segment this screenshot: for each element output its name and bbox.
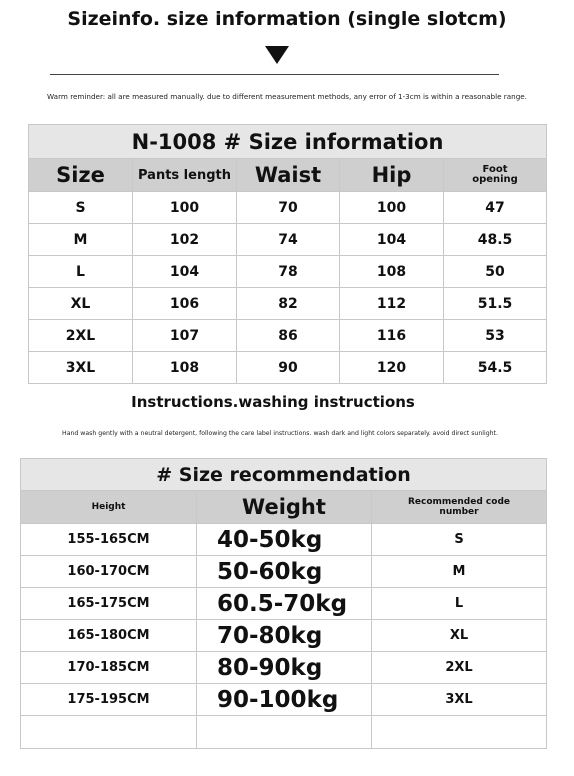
table-cell: S: [29, 192, 133, 224]
table-cell: 48.5: [444, 224, 547, 256]
table-cell: 108: [340, 256, 444, 288]
table-cell: 53: [444, 320, 547, 352]
down-arrow-icon: [265, 46, 289, 64]
table-cell: 50: [444, 256, 547, 288]
table-cell: 120: [340, 352, 444, 384]
warm-reminder: Warm reminder: all are measured manually. due to different measurement methods, any error of 1-3cm is within a reasonable range.: [47, 92, 527, 101]
table-cell: 170-185CM: [21, 652, 197, 684]
table-cell: 165-175CM: [21, 588, 197, 620]
table-cell: 54.5: [444, 352, 547, 384]
table-cell: 82: [237, 288, 340, 320]
table-cell: 100: [340, 192, 444, 224]
table-cell: 107: [133, 320, 237, 352]
table-cell: 112: [340, 288, 444, 320]
table-cell: L: [372, 588, 547, 620]
table-row: [29, 288, 547, 320]
table-cell: L: [29, 256, 133, 288]
divider: [50, 74, 499, 75]
table-cell: 102: [133, 224, 237, 256]
table-row: [21, 556, 547, 588]
size-info-table: [28, 124, 547, 384]
table-cell: 104: [340, 224, 444, 256]
table-row: [29, 256, 547, 288]
washing-title: Instructions.washing instructions: [131, 393, 415, 411]
table-cell: 3XL: [372, 684, 547, 716]
table-cell: 3XL: [29, 352, 133, 384]
column-header-waist: Waist: [237, 159, 340, 192]
table-row-empty: [21, 716, 547, 749]
column-header-foot-opening: [444, 159, 547, 192]
table-cell: S: [372, 524, 547, 556]
recommendation-table-caption: # Size recommendation: [21, 459, 547, 491]
table-cell-empty: [197, 716, 372, 749]
table-cell: 175-195CM: [21, 684, 197, 716]
table-cell: 2XL: [372, 652, 547, 684]
washing-text: Hand wash gently with a neutral detergent, following the care label instructions. wash dark and light colors separately. avoid direct sunlight.: [62, 430, 498, 437]
table-cell: 40-50kg: [197, 524, 372, 556]
code-label: Recommended code number: [407, 497, 510, 517]
table-row: [29, 224, 547, 256]
table-cell-empty: [21, 716, 197, 749]
table-row: [29, 320, 547, 352]
table-cell: M: [372, 556, 547, 588]
table-row: [21, 524, 547, 556]
table-cell: 50-60kg: [197, 556, 372, 588]
table-cell-empty: [372, 716, 547, 749]
table-cell: 2XL: [29, 320, 133, 352]
column-header-size: Size: [29, 159, 133, 192]
table-cell: 70-80kg: [197, 620, 372, 652]
table-cell: 106: [133, 288, 237, 320]
table-row: [21, 620, 547, 652]
table-cell: 155-165CM: [21, 524, 197, 556]
table-cell: 104: [133, 256, 237, 288]
table-row: [29, 192, 547, 224]
table-row: [21, 684, 547, 716]
size-table-caption: N-1008 # Size information: [29, 125, 547, 159]
table-cell: 116: [340, 320, 444, 352]
table-cell: 51.5: [444, 288, 547, 320]
table-cell: 165-180CM: [21, 620, 197, 652]
table-cell: 80-90kg: [197, 652, 372, 684]
size-recommendation-table: [20, 458, 547, 749]
table-cell: 47: [444, 192, 547, 224]
table-row: [29, 352, 547, 384]
table-cell: M: [29, 224, 133, 256]
table-cell: XL: [372, 620, 547, 652]
table-cell: 160-170CM: [21, 556, 197, 588]
column-header-weight: Weight: [197, 491, 372, 524]
column-header-pants-length: Pants length: [133, 159, 237, 192]
column-header-height: Height: [21, 491, 197, 524]
page-title: Sizeinfo. size information (single slotcm): [67, 8, 507, 30]
table-cell: 90: [237, 352, 340, 384]
table-cell: 86: [237, 320, 340, 352]
table-cell: 74: [237, 224, 340, 256]
table-cell: 78: [237, 256, 340, 288]
table-cell: 60.5-70kg: [197, 588, 372, 620]
foot-opening-label: Foot opening: [472, 164, 518, 185]
table-cell: XL: [29, 288, 133, 320]
table-cell: 108: [133, 352, 237, 384]
table-row: [21, 588, 547, 620]
table-cell: 100: [133, 192, 237, 224]
column-header-code: [372, 491, 547, 524]
table-cell: 70: [237, 192, 340, 224]
column-header-hip: Hip: [340, 159, 444, 192]
table-cell: 90-100kg: [197, 684, 372, 716]
table-row: [21, 652, 547, 684]
